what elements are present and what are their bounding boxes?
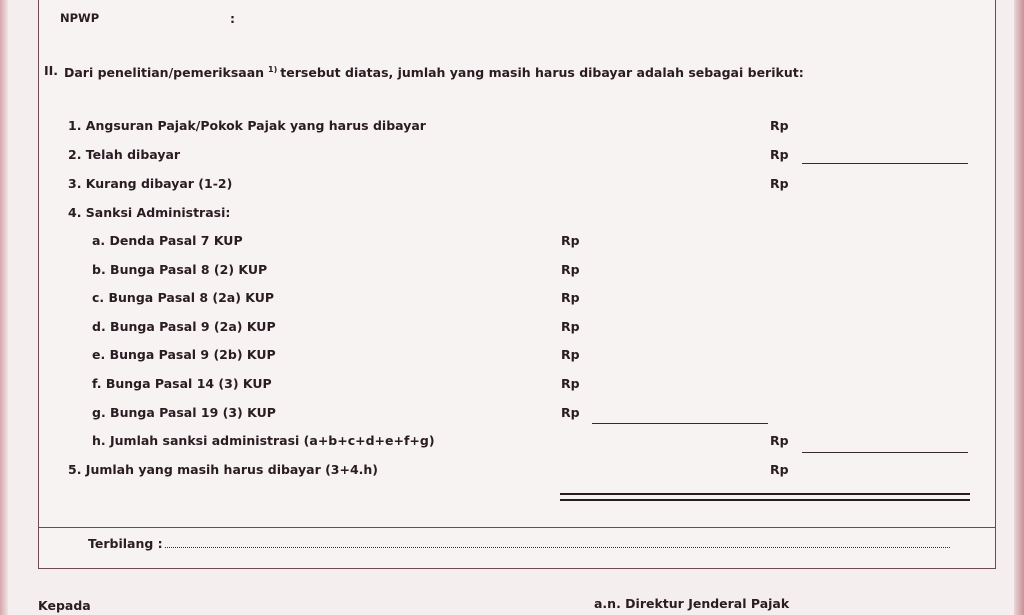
sanction-g-amount-underline bbox=[592, 423, 768, 424]
sanction-g-currency: Rp bbox=[561, 405, 580, 420]
sanction-e-label: e. Bunga Pasal 9 (2b) KUP bbox=[92, 347, 276, 362]
sanction-a-currency: Rp bbox=[561, 233, 580, 248]
sanction-f-label: f. Bunga Pasal 14 (3) KUP bbox=[92, 376, 272, 391]
item-2-label: 2. Telah dibayar bbox=[68, 147, 181, 162]
recipient-label: Kepada bbox=[38, 598, 91, 613]
sanction-e-currency: Rp bbox=[561, 347, 580, 362]
form-frame bbox=[38, 0, 996, 569]
sanction-b-label: b. Bunga Pasal 8 (2) KUP bbox=[92, 262, 268, 277]
item-3-currency: Rp bbox=[770, 176, 789, 191]
item-2-currency: Rp bbox=[770, 147, 789, 162]
total-currency: Rp bbox=[770, 462, 789, 477]
sanction-d-label: d. Bunga Pasal 9 (2a) KUP bbox=[92, 319, 276, 334]
form-divider bbox=[38, 527, 996, 528]
section-intro-before: Dari penelitian/pemeriksaan bbox=[64, 65, 265, 81]
sanction-h-currency: Rp bbox=[770, 433, 789, 448]
sanction-c-label: c. Bunga Pasal 8 (2a) KUP bbox=[92, 290, 275, 305]
total-label: 5. Jumlah yang masih harus dibayar (3+4.h) bbox=[68, 462, 379, 477]
sanction-h-label: h. Jumlah sanksi administrasi (a+b+c+d+e+f+g) bbox=[92, 433, 435, 448]
sanction-d-currency: Rp bbox=[561, 319, 580, 334]
item-3-label: 3. Kurang dibayar (1-2) bbox=[68, 176, 233, 191]
sanction-a-label: a. Denda Pasal 7 KUP bbox=[92, 233, 243, 248]
npwp-colon: : bbox=[230, 11, 235, 26]
section-intro-after: tersebut diatas, jumlah yang masih harus dibayar adalah sebagai berikut: bbox=[280, 65, 804, 81]
sanction-b-currency: Rp bbox=[561, 262, 580, 277]
sanction-g-label: g. Bunga Pasal 19 (3) KUP bbox=[92, 405, 276, 420]
sanction-f-currency: Rp bbox=[561, 376, 580, 391]
item-4-label: 4. Sanksi Administrasi: bbox=[68, 205, 231, 220]
npwp-label: NPWP bbox=[60, 11, 100, 25]
signatory-label: a.n. Direktur Jenderal Pajak bbox=[594, 596, 790, 611]
section-number: II. bbox=[44, 63, 59, 78]
item-1-label: 1. Angsuran Pajak/Pokok Pajak yang harus dibayar bbox=[68, 118, 426, 133]
item-2-amount-underline bbox=[802, 163, 968, 164]
footnote-marker: 1) bbox=[268, 65, 278, 74]
total-double-underline bbox=[560, 493, 970, 501]
terbilang-dotted-line bbox=[165, 547, 950, 548]
sanction-c-currency: Rp bbox=[561, 290, 580, 305]
page-edge-right bbox=[1014, 0, 1024, 615]
section-intro bbox=[64, 65, 804, 80]
page-edge-left bbox=[0, 0, 8, 615]
item-1-currency: Rp bbox=[770, 118, 789, 133]
terbilang-label: Terbilang : bbox=[88, 536, 163, 551]
sanction-h-amount-underline bbox=[802, 452, 968, 453]
